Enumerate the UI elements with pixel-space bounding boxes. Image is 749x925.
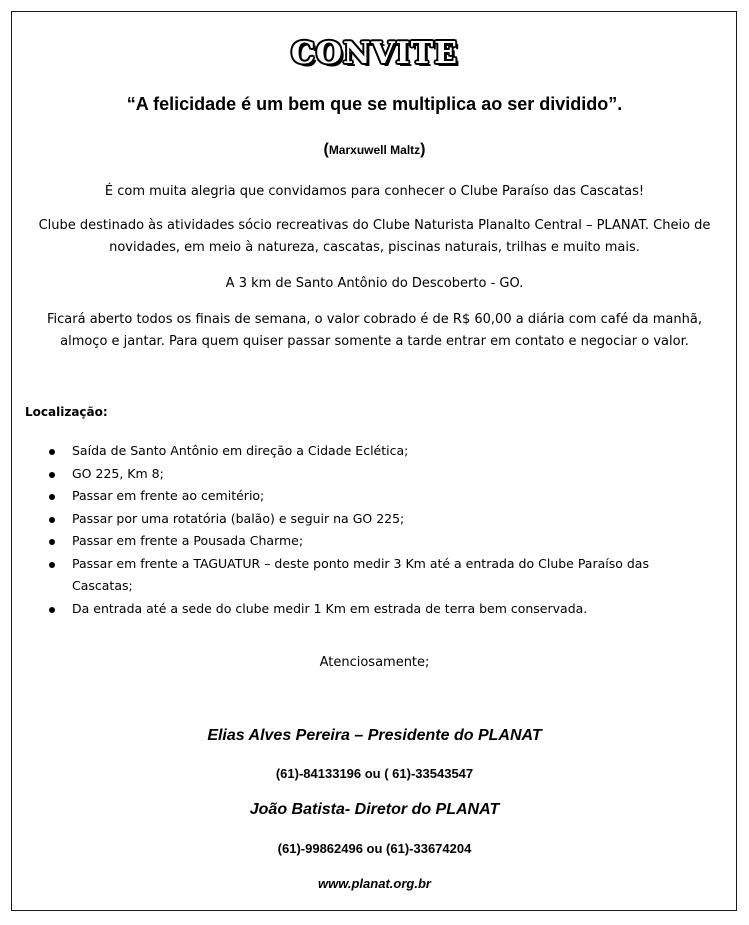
intro-paragraph: É com muita alegria que convidamos para conhecer o Clube Paraíso das Cascatas!: [104, 184, 645, 199]
quote-author: [0, 141, 749, 159]
author-close-paren: ): [420, 141, 426, 158]
bullet-icon: [49, 607, 55, 613]
list-item: [44, 530, 694, 553]
author-name: Marxuwell Maltz: [328, 143, 421, 157]
list-item-text: Passar em frente a Pousada Charme;: [72, 533, 304, 548]
pricing-paragraph: Ficará aberto todos os finais de semana, o valor cobrado é de R$ 60,00 a diária com café da manhã, almoço e jantar. Para quem quiser passar somente a tarde entrar em contato e negociar o valor.: [47, 312, 702, 349]
list-item: [44, 598, 694, 621]
list-item-text: Passar em frente a TAGUATUR – deste ponto medir 3 Km até a entrada do Clube Paraíso das Cascatas;: [72, 555, 649, 593]
bullet-icon: [49, 539, 55, 545]
location-heading: Localização:: [25, 405, 108, 419]
director-phones: (61)-99862496 ou (61)-33674204: [277, 841, 472, 856]
bullet-icon: [49, 472, 55, 478]
invitation-title: CONVITE: [291, 36, 458, 71]
bullet-icon: [49, 517, 55, 523]
closing-salutation: Atenciosamente;: [319, 655, 430, 670]
bullet-icon: [49, 562, 55, 568]
bullet-icon: [49, 449, 55, 455]
signatory-director: João Batista- Diretor do PLANAT: [249, 801, 500, 818]
website-link[interactable]: www.planat.org.br: [318, 876, 431, 891]
signatory-president: Elias Alves Pereira – Presidente do PLANAT: [207, 727, 542, 744]
president-phones: (61)-84133196 ou ( 61)-33543547: [275, 766, 474, 781]
directions-list: [44, 440, 694, 620]
list-item: [44, 485, 694, 508]
list-item-text: Saída de Santo Antônio em direção a Cidade Eclética;: [72, 443, 409, 458]
quote-text: “A felicidade é um bem que se multiplica ao ser dividido”.: [126, 94, 623, 114]
list-item-text: GO 225, Km 8;: [72, 465, 164, 481]
bullet-icon: [49, 494, 55, 500]
club-description-paragraph: Clube destinado às atividades sócio recreativas do Clube Naturista Planalto Central – PLANAT. Cheio de novidades, em meio à natureza, cascatas, piscinas naturais, trilhas e muito mais.: [38, 218, 711, 255]
distance-paragraph: A 3 km de Santo Antônio do Descoberto - GO.: [225, 276, 524, 291]
list-item-text: Da entrada até a sede do clube medir 1 Km em estrada de terra bem conservada.: [72, 600, 588, 616]
list-item: [44, 463, 694, 486]
list-item: [44, 508, 694, 531]
list-item: [44, 440, 694, 463]
list-item-text: Passar em frente ao cemitério;: [72, 488, 265, 503]
author-open-paren: (: [323, 141, 329, 158]
list-item-text: Passar por uma rotatória (balão) e seguir na GO 225;: [72, 510, 405, 526]
list-item: [44, 553, 694, 598]
